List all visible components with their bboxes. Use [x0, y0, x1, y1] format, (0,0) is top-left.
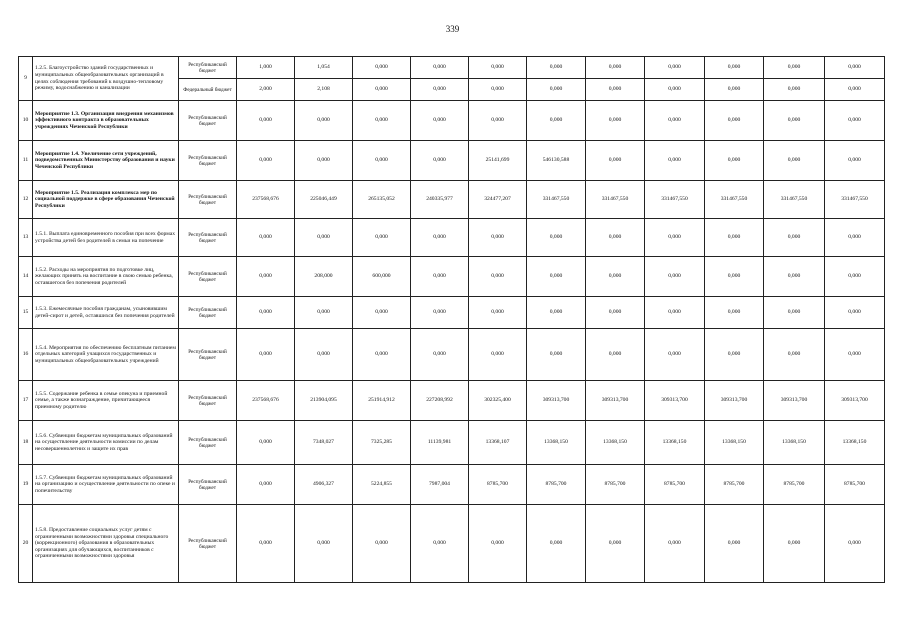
budget-value-cell: 0,000 — [645, 297, 705, 329]
budget-value-cell: 0,000 — [825, 329, 885, 381]
budget-value-cell: 7987,004 — [411, 465, 469, 505]
budget-value-cell: 13368,150 — [586, 421, 645, 465]
row-number: 9 — [19, 57, 33, 101]
budget-value-cell: 0,000 — [586, 101, 645, 141]
budget-value-cell: 0,000 — [586, 329, 645, 381]
funding-source: Республиканский бюджет — [179, 57, 237, 79]
budget-value-cell: 0,000 — [411, 297, 469, 329]
budget-value-cell: 331467,550 — [705, 181, 764, 219]
budget-value-cell: 0,000 — [295, 141, 353, 181]
budget-value-cell: 265135,052 — [353, 181, 411, 219]
table-row — [19, 219, 885, 257]
row-number: 17 — [19, 381, 33, 421]
budget-value-cell: 0,000 — [469, 57, 527, 79]
budget-value-cell: 0,000 — [825, 219, 885, 257]
budget-value-cell: 0,000 — [527, 79, 586, 101]
table-row — [19, 257, 885, 297]
budget-value-cell: 0,000 — [764, 219, 825, 257]
funding-source: Республиканский бюджет — [179, 421, 237, 465]
table-row — [19, 297, 885, 329]
table-row — [19, 421, 885, 465]
budget-value-cell: 0,000 — [353, 219, 411, 257]
budget-value-cell: 8785,700 — [825, 465, 885, 505]
budget-value-cell: 0,000 — [825, 57, 885, 79]
budget-value-cell: 309313,700 — [527, 381, 586, 421]
budget-value-cell: 0,000 — [237, 421, 295, 465]
budget-value-cell: 8785,700 — [586, 465, 645, 505]
budget-value-cell: 0,000 — [825, 257, 885, 297]
budget-value-cell: 0,000 — [237, 219, 295, 257]
funding-source: Республиканский бюджет — [179, 505, 237, 583]
budget-value-cell: 0,000 — [705, 101, 764, 141]
budget-value-cell: 0,000 — [764, 505, 825, 583]
budget-value-cell: 0,000 — [353, 141, 411, 181]
budget-value-cell: 0,000 — [645, 257, 705, 297]
funding-source: Республиканский бюджет — [179, 381, 237, 421]
budget-value-cell: 0,000 — [411, 505, 469, 583]
budget-value-cell: 0,000 — [237, 329, 295, 381]
row-number: 12 — [19, 181, 33, 219]
row-number: 10 — [19, 101, 33, 141]
budget-value-cell: 546130,588 — [527, 141, 586, 181]
row-number: 13 — [19, 219, 33, 257]
budget-value-cell: 0,000 — [295, 101, 353, 141]
budget-value-cell: 213904,095 — [295, 381, 353, 421]
budget-value-cell: 309313,700 — [645, 381, 705, 421]
budget-table-container — [18, 56, 884, 583]
budget-value-cell: 0,000 — [353, 57, 411, 79]
table-row — [19, 381, 885, 421]
budget-value-cell: 8785,700 — [469, 465, 527, 505]
budget-value-cell: 0,000 — [586, 257, 645, 297]
budget-value-cell: 1,000 — [237, 57, 295, 79]
budget-value-cell: 25141,699 — [469, 141, 527, 181]
budget-value-cell: 309313,700 — [705, 381, 764, 421]
budget-value-cell: 0,000 — [527, 101, 586, 141]
funding-source: Республиканский бюджет — [179, 219, 237, 257]
row-description: Мероприятие 1.5. Реализация комплекса мер по социальной поддержке в сфере образования Чеченской Республики — [33, 181, 179, 219]
budget-value-cell: 0,000 — [237, 465, 295, 505]
row-description: Мероприятие 1.4. Увеличение сети учреждений, подведомственных Министерству образования и науки Чеченской Республики — [33, 141, 179, 181]
budget-value-cell: 0,000 — [705, 79, 764, 101]
row-number: 16 — [19, 329, 33, 381]
budget-value-cell: 237568,676 — [237, 381, 295, 421]
budget-value-cell: 7325,285 — [353, 421, 411, 465]
row-number: 18 — [19, 421, 33, 465]
table-body — [19, 57, 885, 583]
table-row — [19, 101, 885, 141]
budget-value-cell: 331467,550 — [586, 181, 645, 219]
page-number: 339 — [445, 24, 460, 34]
budget-value-cell: 4906,327 — [295, 465, 353, 505]
row-number: 15 — [19, 297, 33, 329]
budget-value-cell: 309313,700 — [764, 381, 825, 421]
budget-value-cell: 0,000 — [411, 141, 469, 181]
budget-value-cell: 0,000 — [705, 505, 764, 583]
budget-value-cell: 0,000 — [353, 297, 411, 329]
budget-value-cell: 8785,700 — [705, 465, 764, 505]
budget-value-cell: 0,000 — [353, 79, 411, 101]
row-description: 1.5.8. Предоставление социальных услуг детям с ограниченными возможностями здоровья специального (коррекционного) образования в образовательных организациях для обучающихся, воспитанников с ограниченными возможностями здоровья — [33, 505, 179, 583]
budget-value-cell: 331467,550 — [764, 181, 825, 219]
budget-value-cell: 0,000 — [705, 219, 764, 257]
table-row — [19, 181, 885, 219]
budget-value-cell: 0,000 — [825, 79, 885, 101]
budget-value-cell: 0,000 — [411, 57, 469, 79]
row-description: Мероприятие 1.3. Организация внедрения механизмов эффективного контракта в образовательных учреждениях Чеченской Республики — [33, 101, 179, 141]
table-row — [19, 505, 885, 583]
budget-value-cell: 0,000 — [469, 257, 527, 297]
budget-value-cell: 331467,550 — [645, 181, 705, 219]
budget-value-cell: 0,000 — [645, 57, 705, 79]
funding-source: Республиканский бюджет — [179, 257, 237, 297]
budget-value-cell: 2,000 — [237, 79, 295, 101]
budget-value-cell: 0,000 — [764, 329, 825, 381]
budget-value-cell: 11139,981 — [411, 421, 469, 465]
funding-source: Республиканский бюджет — [179, 101, 237, 141]
table-row — [19, 465, 885, 505]
budget-value-cell: 0,000 — [527, 257, 586, 297]
budget-value-cell: 13368,150 — [825, 421, 885, 465]
budget-value-cell: 8785,700 — [527, 465, 586, 505]
budget-value-cell: 0,000 — [764, 297, 825, 329]
budget-value-cell: 331467,550 — [825, 181, 885, 219]
funding-source: Республиканский бюджет — [179, 297, 237, 329]
table-row — [19, 329, 885, 381]
funding-source: Республиканский бюджет — [179, 465, 237, 505]
budget-value-cell: 0,000 — [705, 141, 764, 181]
budget-value-cell: 13368,150 — [645, 421, 705, 465]
row-description: 1.5.4. Мероприятия по обеспечению бесплатным питанием отдельных категорий учащихся государственных и муниципальных общеобразовательных учреждений — [33, 329, 179, 381]
budget-value-cell: 0,000 — [237, 297, 295, 329]
budget-value-cell: 1,054 — [295, 57, 353, 79]
budget-value-cell: 0,000 — [764, 79, 825, 101]
budget-value-cell: 240335,977 — [411, 181, 469, 219]
budget-value-cell: 0,000 — [469, 505, 527, 583]
budget-value-cell: 0,000 — [586, 219, 645, 257]
budget-value-cell: 13368,150 — [764, 421, 825, 465]
budget-value-cell: 0,000 — [645, 141, 705, 181]
budget-value-cell: 0,000 — [469, 79, 527, 101]
row-description: 1.5.1. Выплата единовременного пособия при всех формах устройства детей без родителей в семьи на попечение — [33, 219, 179, 257]
budget-value-cell: 0,000 — [705, 257, 764, 297]
budget-value-cell: 0,000 — [764, 257, 825, 297]
budget-value-cell: 0,000 — [353, 329, 411, 381]
budget-value-cell: 0,000 — [237, 141, 295, 181]
row-number: 20 — [19, 505, 33, 583]
row-description: 1.2.5. Благоустройство зданий государственных и муниципальных общеобразовательных организаций в целях соблюдения требований к воздушно-тепловому режиму, водоснабжению и канализации — [33, 57, 179, 101]
budget-value-cell: 0,000 — [586, 141, 645, 181]
budget-value-cell: 0,000 — [295, 505, 353, 583]
budget-value-cell: 0,000 — [237, 505, 295, 583]
budget-value-cell: 0,000 — [469, 329, 527, 381]
budget-value-cell: 0,000 — [527, 329, 586, 381]
funding-source: Федеральный бюджет — [179, 79, 237, 101]
budget-value-cell: 0,000 — [645, 79, 705, 101]
row-description: 1.5.6. Субвенции бюджетам муниципальных образований на осуществление деятельности комиссии по делам несовершеннолетних и защите их прав — [33, 421, 179, 465]
budget-value-cell: 237568,676 — [237, 181, 295, 219]
budget-value-cell: 331467,550 — [527, 181, 586, 219]
budget-value-cell: 0,000 — [586, 505, 645, 583]
budget-value-cell: 0,000 — [705, 329, 764, 381]
budget-value-cell: 309313,700 — [586, 381, 645, 421]
table-row — [19, 57, 885, 79]
budget-value-cell: 0,000 — [825, 141, 885, 181]
budget-value-cell: 0,000 — [411, 257, 469, 297]
budget-value-cell: 0,000 — [353, 101, 411, 141]
budget-value-cell: 0,000 — [825, 505, 885, 583]
budget-value-cell: 0,000 — [764, 57, 825, 79]
budget-value-cell: 0,000 — [527, 297, 586, 329]
budget-value-cell: 0,000 — [586, 297, 645, 329]
budget-value-cell: 0,000 — [527, 219, 586, 257]
budget-value-cell: 0,000 — [586, 79, 645, 101]
budget-value-cell: 0,000 — [411, 219, 469, 257]
budget-value-cell: 0,000 — [353, 505, 411, 583]
budget-value-cell: 0,000 — [411, 79, 469, 101]
funding-source: Республиканский бюджет — [179, 141, 237, 181]
budget-value-cell: 0,000 — [237, 101, 295, 141]
row-number: 11 — [19, 141, 33, 181]
budget-value-cell: 0,000 — [705, 57, 764, 79]
budget-value-cell: 8785,700 — [764, 465, 825, 505]
budget-value-cell: 0,000 — [645, 219, 705, 257]
budget-value-cell: 227208,992 — [411, 381, 469, 421]
budget-value-cell: 0,000 — [469, 219, 527, 257]
funding-source: Республиканский бюджет — [179, 329, 237, 381]
budget-value-cell: 600,000 — [353, 257, 411, 297]
budget-value-cell: 0,000 — [645, 329, 705, 381]
budget-value-cell: 0,000 — [645, 101, 705, 141]
budget-value-cell: 5224,855 — [353, 465, 411, 505]
budget-value-cell: 208,000 — [295, 257, 353, 297]
funding-source: Республиканский бюджет — [179, 181, 237, 219]
row-description: 1.5.3. Ежемесячные пособия гражданам, усыновившим детей-сирот и детей, оставшихся без попечения родителей — [33, 297, 179, 329]
row-description: 1.5.7. Субвенции бюджетам муниципальных образований на организацию и осуществление деятельности по опеке и попечительству — [33, 465, 179, 505]
budget-value-cell: 302325,400 — [469, 381, 527, 421]
budget-value-cell: 324477,207 — [469, 181, 527, 219]
budget-value-cell: 251914,912 — [353, 381, 411, 421]
budget-value-cell: 0,000 — [411, 329, 469, 381]
budget-value-cell: 0,000 — [295, 219, 353, 257]
budget-value-cell: 0,000 — [469, 101, 527, 141]
budget-value-cell: 0,000 — [295, 297, 353, 329]
row-description: 1.5.2. Расходы на мероприятия по подготовке лиц, желающих принять на воспитание в свою семью ребенка, оставшегося без попечения родителей — [33, 257, 179, 297]
budget-value-cell: 309313,700 — [825, 381, 885, 421]
budget-value-cell: 13368,150 — [527, 421, 586, 465]
row-description: 1.5.5. Содержание ребенка в семье опекуна и приемной семье, а также вознаграждение, причитающееся приемному родителю — [33, 381, 179, 421]
budget-value-cell: 0,000 — [295, 329, 353, 381]
budget-value-cell: 8785,700 — [645, 465, 705, 505]
row-number: 14 — [19, 257, 33, 297]
budget-value-cell: 2,108 — [295, 79, 353, 101]
budget-value-cell: 0,000 — [237, 257, 295, 297]
budget-value-cell: 0,000 — [411, 101, 469, 141]
budget-value-cell: 0,000 — [586, 57, 645, 79]
budget-value-cell: 13368,107 — [469, 421, 527, 465]
budget-table — [18, 56, 885, 583]
budget-value-cell: 0,000 — [469, 297, 527, 329]
budget-value-cell: 13368,150 — [705, 421, 764, 465]
budget-value-cell: 0,000 — [527, 57, 586, 79]
budget-value-cell: 7348,027 — [295, 421, 353, 465]
budget-value-cell: 0,000 — [825, 101, 885, 141]
row-number: 19 — [19, 465, 33, 505]
budget-value-cell: 0,000 — [705, 297, 764, 329]
budget-value-cell: 0,000 — [645, 505, 705, 583]
table-row — [19, 141, 885, 181]
budget-value-cell: 225046,449 — [295, 181, 353, 219]
budget-value-cell: 0,000 — [764, 141, 825, 181]
budget-value-cell: 0,000 — [764, 101, 825, 141]
budget-value-cell: 0,000 — [527, 505, 586, 583]
budget-value-cell: 0,000 — [825, 297, 885, 329]
